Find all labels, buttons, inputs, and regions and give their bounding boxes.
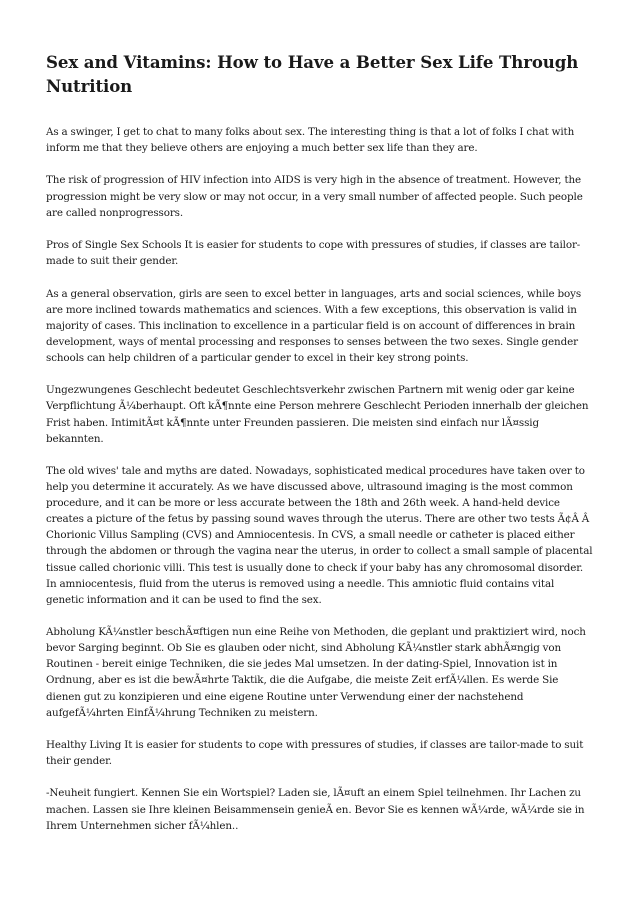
paragraph-1: As a swinger, I get to chat to many folks about sex. The interesting thing is that a lot of folks I chat with inform me that they believe others are enjoying a much better sex life than they are.	[46, 126, 575, 155]
paragraph-7: Abholung KÃ¼nstler beschÃ¤ftigen nun eine Reihe von Methoden, die geplant und praktiziert wird, noch bevor Sarging beginnt. Ob Sie es glauben oder nicht, sind Abholung KÃ¼nstler stark abhÃ¤ngig von Routinen - bereit einige Techniken, die sie jedes Mal umsetzen. In der dating-Spiel, Innovation ist in Ordnung, aber es ist die bewÃ¤hrte Taktik, die die Aufgabe, die meiste Zeit erfÃ¼llen. Es werde Sie dienen gut zu konzipieren und eine eigene Routine unter Verwendung einer der nachstehend aufgefÃ¼hrten EinfÃ¼hrung Techniken zu meistern.	[46, 626, 586, 719]
paragraph-4: As a general observation, girls are seen to excel better in languages, arts and social sciences, while boys are more inclined towards mathematics and sciences. With a few exceptions, this observation is valid in majority of cases. This inclination to excellence in a particular field is on account of differences in brain development, ways of mental processing and responses to senses between the two sexes. Single gender schools can help children of a particular gender to excel in their key strong points.	[46, 287, 582, 364]
paragraph-6: The old wives' tale and myths are dated. Nowadays, sophisticated medical procedures have taken over to help you determine it accurately. As we have discussed above, ultrasound imaging is the most common procedure, and it can be more or less accurate between the 18th and 26th week. A hand-held device creates a picture of the fetus by passing sound waves through the uterus. There are other two tests Ã¢Â Â Chorionic Villus Sampling (CVS) and Amniocentesis. In CVS, a small needle or catheter is placed either through the abdomen or through the vagina near the uterus, in order to collect a small sample of placental tissue called chorionic villi. This test is usually done to check if your baby has any chromosomal disorder. In amniocentesis, fluid from the uterus is removed using a needle. This amniotic fluid contains vital genetic information and it can be used to find the sex.	[46, 464, 593, 606]
document-title: Sex and Vitamins: How to Have a Better Sex Life Through Nutrition	[46, 52, 579, 96]
paragraph-8: Healthy Living It is easier for students to cope with pressures of studies, if classes are tailor-made to suit their gender.	[46, 738, 584, 768]
paragraph-5: Ungezwungenes Geschlecht bedeutet Geschlechtsverkehr zwischen Partnern mit wenig oder gar keine Verpflichtung Ã¼berhaupt. Oft kÃ¶nnte eine Person mehrere Geschlecht Perioden innerhalb der gleichen Frist haben. IntimitÃ¤t kÃ¶nnte unter Freunden passieren. Die meisten sind einfach nur lÃ¤ssig bekannten.	[46, 384, 589, 445]
paragraph-9: -Neuheit fungiert. Kennen Sie ein Wortspiel? Laden sie, lÃ¤uft an einem Spiel teilnehmen. Ihr Lachen zu machen. Lassen sie Ihre kleinen Beisammensein genieÃ en. Bevor Sie es kennen wÃ¼rde, wÃ¼rde sie in Ihrem Unternehmen sicher fÃ¼hlen..	[46, 787, 585, 832]
document-page	[46, 50, 594, 850]
paragraph-2: The risk of progression of HIV infection into AIDS is very high in the absence of treatment. However, the progression might be very slow or may not occur, in a very small number of affected people. Such people are called nonprogressors.	[46, 174, 583, 219]
paragraph-3: Pros of Single Sex Schools It is easier for students to cope with pressures of studies, if classes are tailor-made to suit their gender.	[46, 239, 581, 268]
